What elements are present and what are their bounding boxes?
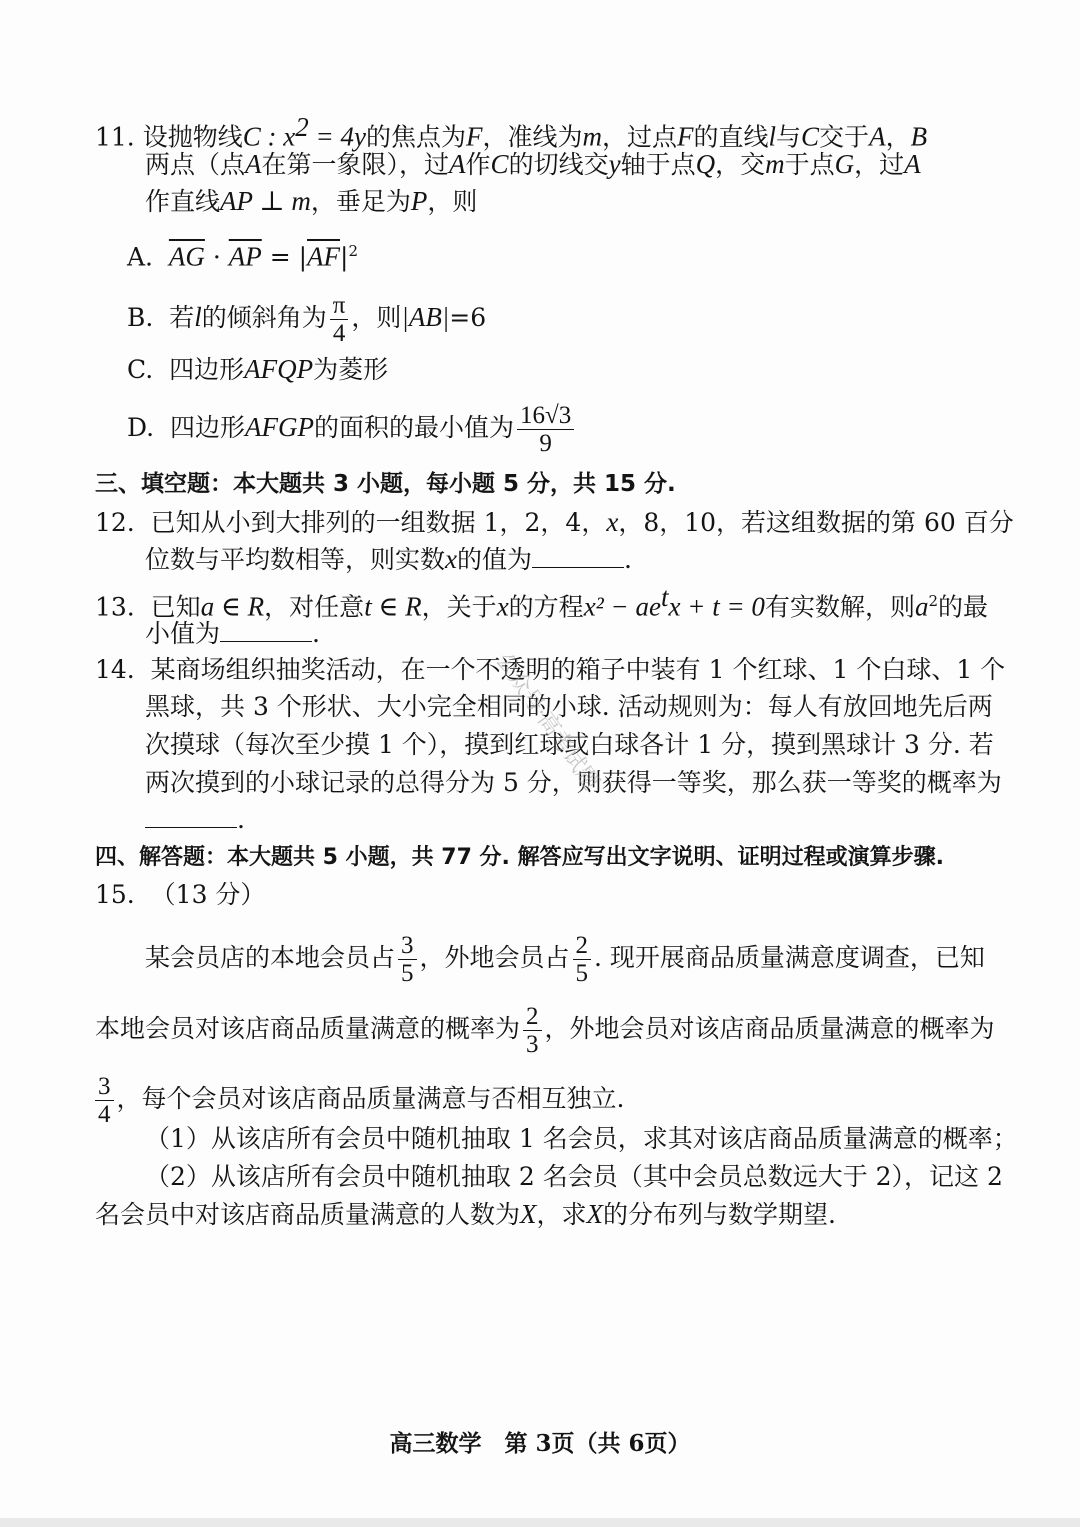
q12-answer-blank[interactable] — [532, 545, 624, 568]
q11-option-b: B. 若l的倾斜角为 $\frac{\pi}{4}$ ，则|AB|=6 — [127, 292, 487, 347]
q15-sub2-cont: 名会员中对该店商品质量满意的人数为X，求X的分布列与数学期望. — [95, 1199, 836, 1229]
q12-line1: 12. 已知从小到大排列的一组数据 1，2，4，x，8，10，若这组数据的第 60 百分 — [95, 507, 1014, 537]
q15-para-line2: 本地会员对该店商品质量满意的概率为 $\frac{2}{3}$ ，外地会员对该店商品质量满意的概率为 — [95, 1003, 995, 1058]
watermark: 公众号·高考试题 — [490, 648, 604, 795]
q11-option-c: C. 四边形AFQP为菱形 — [127, 354, 389, 384]
section-three-heading: 三、填空题：本大题共 3 小题，每小题 5 分，共 15 分. — [95, 471, 676, 497]
q11-option-d: D. 四边形AFGP的面积的最小值为 $\frac{16√3}{9}$ — [127, 402, 577, 457]
q15-sub2: （2）从该店所有会员中随机抽取 2 名会员（其中会员总数远大于 2），记这 2 — [145, 1162, 1003, 1191]
q11-line2: 两点（点A在第一象限），过A作C的切线交y轴于点Q，交m于点G，过A — [145, 149, 921, 179]
q15-sub1: （1）从该店所有会员中随机抽取 1 名会员，求其对该店商品质量满意的概率； — [145, 1124, 1018, 1153]
fraction-pi-over-4: $\frac{\pi}{4}$ — [330, 292, 349, 347]
q15-para-line3: $\frac{3}{4}$ ，每个会员对该店商品质量满意与否相互独立. — [95, 1073, 624, 1128]
q13-line1: 13. 已知a ∈ R，对任意t ∈ R，关于x的方程$x^2 - ae^tx + t = 0$有实数解，则$a^2$的最 — [95, 582, 989, 622]
q15-para-line1: 某会员店的本地会员占 $\frac{3}{5}$ ，外地会员占 $\frac{2}{5}$ . 现开展商品质量满意度调查，已知 — [145, 932, 985, 987]
fraction-3-5: $\frac{3}{5}$ — [398, 932, 417, 987]
q14-line1: 14. 某商场组织抽奖活动，在一个不透明的箱子中装有 1 个红球、1 个白球、1 个 — [95, 655, 1006, 684]
q13-line2: 小值为 . — [145, 619, 320, 648]
section-four-heading: 四、解答题：本大题共 5 小题，共 77 分. 解答应写出文字说明、证明过程或演算步骤. — [95, 845, 944, 870]
q14-line2: 黑球，共 3 个形状、大小完全相同的小球. 活动规则为：每人有放回地先后两 — [145, 692, 993, 721]
q12-line2: 位数与平均数相等，则实数x的值为 . — [145, 544, 632, 574]
q11-line1: 11. 设抛物线C : $x^2 = 4y$的焦点为F，准线为m，过点F的直线l与C交于A，B — [95, 112, 928, 152]
fraction-2-3: $\frac{2}{3}$ — [523, 1003, 542, 1058]
q14-line5: . — [145, 803, 245, 837]
page-footer: 高三数学 第 3页（共 6页） — [389, 1430, 691, 1457]
q11-line3: 作直线AP ⊥ m，垂足为P，则 — [145, 186, 478, 216]
fraction-16root3-over-9: $\frac{16√3}{9}$ — [517, 402, 574, 457]
q11-option-a: A. $\overline{AG} \cdot \overline{AP} = |\overline{AF}|^2$ — [127, 241, 359, 272]
q14-answer-blank[interactable] — [145, 805, 237, 828]
q14-line4: 两次摸到的小球记录的总得分为 5 分，则获得一等奖，那么获一等奖的概率为 — [145, 768, 1002, 797]
fraction-3-4: $\frac{3}{4}$ — [95, 1073, 114, 1128]
page-bottom-edge — [0, 1518, 1080, 1527]
q15-header: 15. （13 分） — [95, 880, 266, 909]
q13-answer-blank[interactable] — [220, 619, 312, 642]
fraction-2-5: $\frac{2}{5}$ — [573, 932, 592, 987]
q14-line3: 次摸球（每次至少摸 1 个），摸到红球或白球各计 1 分，摸到黑球计 3 分. 若 — [145, 730, 994, 759]
